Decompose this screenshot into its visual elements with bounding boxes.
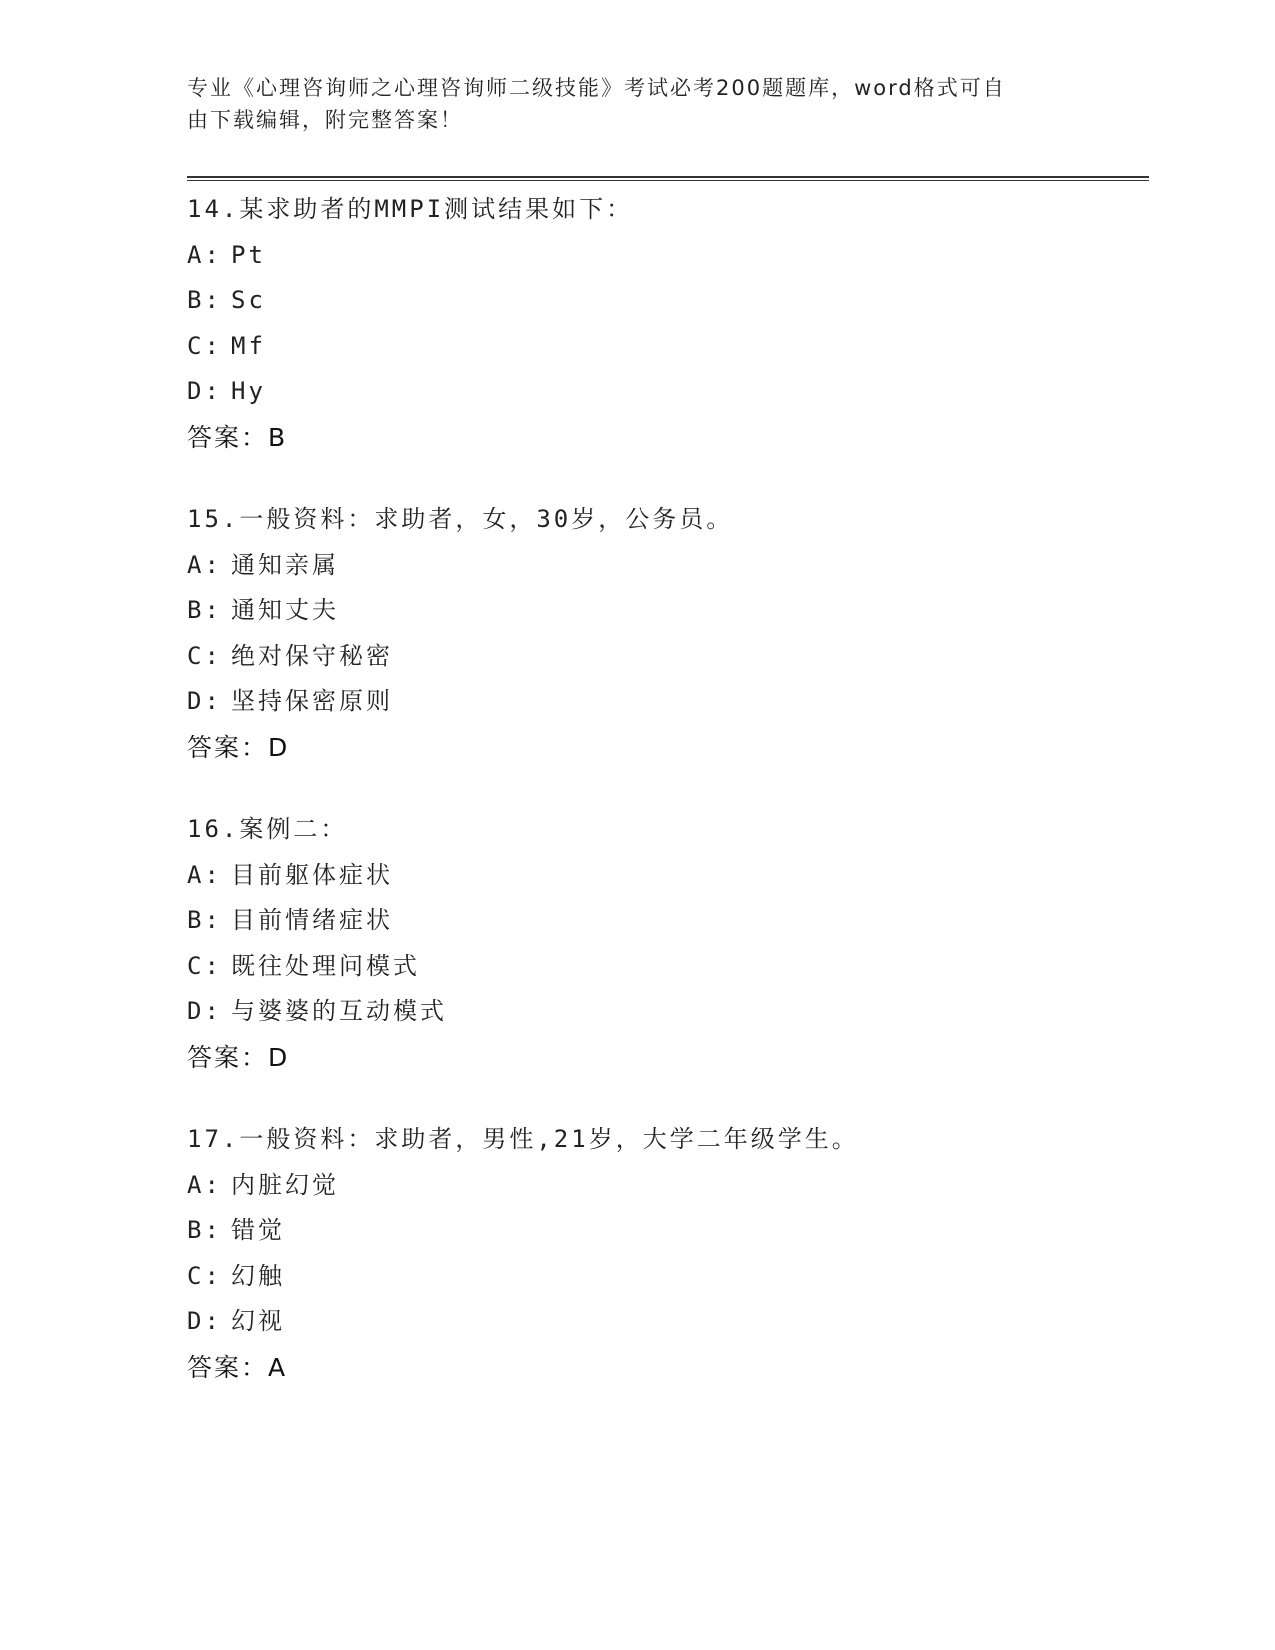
option-text: 通知丈夫 <box>231 596 339 624</box>
question-15 <box>187 497 1147 770</box>
option-letter: C: <box>187 331 222 360</box>
question-list <box>187 187 1147 1427</box>
option-a <box>187 1163 1147 1209</box>
option-letter: C: <box>187 641 222 670</box>
option-text: Sc <box>231 286 266 314</box>
option-text: 目前情绪症状 <box>231 906 393 934</box>
option-text: 绝对保守秘密 <box>231 641 393 670</box>
option-d <box>187 679 1147 725</box>
option-c <box>187 634 1147 680</box>
question-stem: 15.一般资料：求助者，女，30岁，公务员。 <box>187 505 734 533</box>
option-a <box>187 233 1147 279</box>
option-letter: D: <box>187 997 222 1025</box>
option-text: 通知亲属 <box>231 550 339 579</box>
question-17 <box>187 1117 1147 1390</box>
option-letter: D: <box>187 1307 222 1335</box>
option-d <box>187 989 1147 1035</box>
option-letter: A: <box>187 860 222 889</box>
option-b <box>187 898 1147 944</box>
question-16 <box>187 807 1147 1080</box>
option-text: 幻触 <box>231 1261 285 1290</box>
question-stem: 17.一般资料：求助者，男性,21岁，大学二年级学生。 <box>187 1125 859 1153</box>
question-stem: 16.案例二： <box>187 815 348 843</box>
option-text: 与婆婆的互动模式 <box>231 997 447 1025</box>
question-stem: 14.某求助者的MMPI测试结果如下： <box>187 195 634 223</box>
answer-line: 答案：D <box>187 732 290 762</box>
header-line-2: 由下载编辑，附完整答案！ <box>187 108 463 132</box>
option-letter: A: <box>187 1170 222 1199</box>
option-text: 内脏幻觉 <box>231 1170 339 1199</box>
option-text: 既往处理问模式 <box>231 951 420 980</box>
option-letter: C: <box>187 1261 222 1290</box>
option-b <box>187 588 1147 634</box>
option-letter: A: <box>187 240 222 269</box>
header-line-1: 专业《心理咨询师之心理咨询师二级技能》考试必考200题题库，word格式可自 <box>187 76 1006 100</box>
document-header <box>187 72 1067 136</box>
option-letter: B: <box>187 286 222 314</box>
option-a <box>187 543 1147 589</box>
option-text: 目前躯体症状 <box>231 860 393 889</box>
option-text: Pt <box>231 240 266 269</box>
option-b <box>187 278 1147 324</box>
answer-line: 答案：B <box>187 422 288 452</box>
option-text: Hy <box>231 377 266 405</box>
option-letter: B: <box>187 906 222 934</box>
question-14 <box>187 187 1147 460</box>
header-divider <box>187 176 1149 181</box>
option-d <box>187 1299 1147 1345</box>
option-d <box>187 369 1147 415</box>
option-text: Mf <box>231 331 266 360</box>
option-letter: B: <box>187 1216 222 1244</box>
option-c <box>187 1254 1147 1300</box>
option-c <box>187 324 1147 370</box>
option-text: 错觉 <box>231 1216 285 1244</box>
answer-line: 答案：D <box>187 1042 290 1072</box>
answer-line: 答案：A <box>187 1352 288 1382</box>
option-b <box>187 1208 1147 1254</box>
option-letter: D: <box>187 377 222 405</box>
option-letter: C: <box>187 951 222 980</box>
option-text: 坚持保密原则 <box>231 687 393 715</box>
option-letter: D: <box>187 687 222 715</box>
option-letter: B: <box>187 596 222 624</box>
option-a <box>187 853 1147 899</box>
option-text: 幻视 <box>231 1307 285 1335</box>
option-c <box>187 944 1147 990</box>
option-letter: A: <box>187 550 222 579</box>
